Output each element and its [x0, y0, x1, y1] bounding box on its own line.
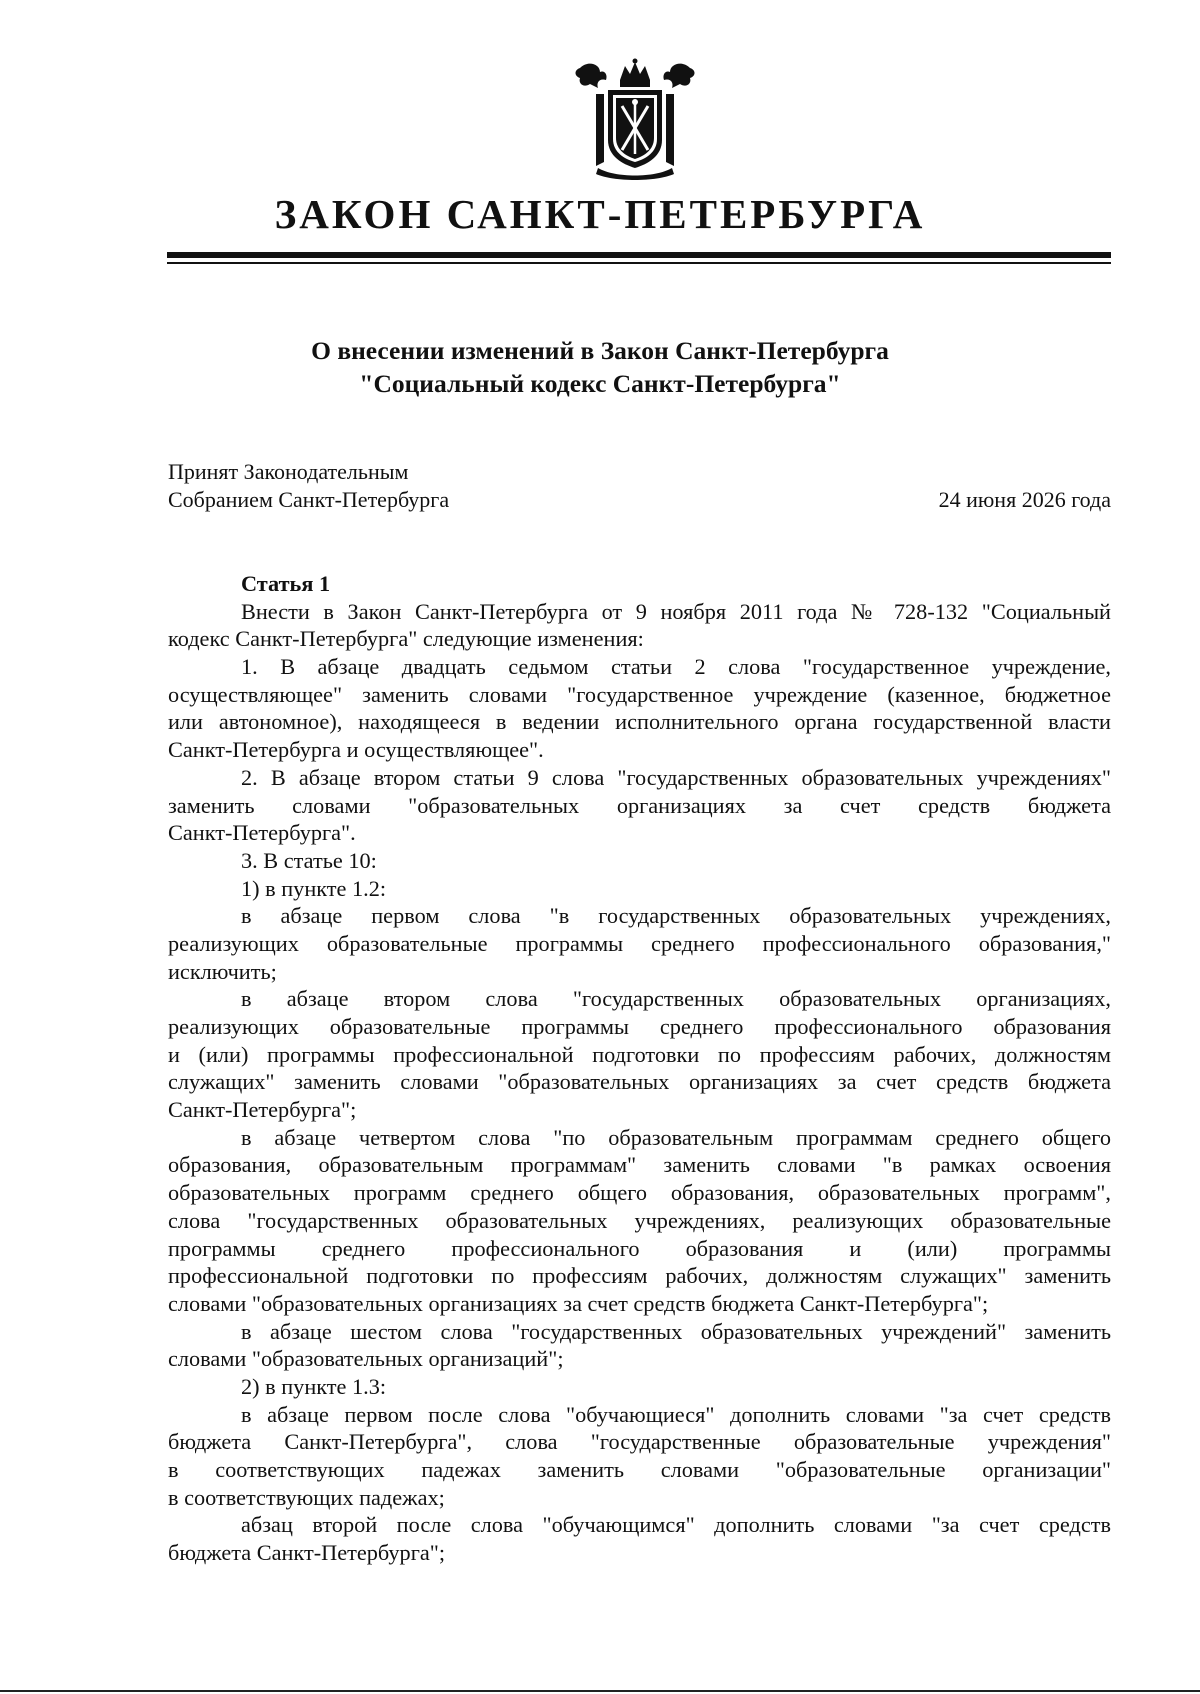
- text-line: образовательных программ среднего общего образования, образовательных программ",: [168, 1180, 1111, 1206]
- text-line: и (или) программы профессиональной подготовки по профессиям рабочих, должностям: [168, 1041, 1111, 1067]
- article-heading: Статья 1: [241, 571, 331, 596]
- text-line: бюджета Санкт-Петербурга";: [168, 1540, 446, 1566]
- text-line: 1. В абзаце двадцать седьмом статьи 2 слова "государственное учреждение,: [241, 654, 1111, 680]
- adoption-date: 24 июня 2026 года: [938, 487, 1111, 512]
- text-line: в абзаце первом слова "в государственных образовательных учреждениях,: [241, 903, 1111, 929]
- text-line: 1) в пункте 1.2:: [241, 875, 387, 901]
- law-title: ЗАКОН САНКТ-ПЕТЕРБУРГА: [274, 191, 926, 237]
- document-title: [0, 334, 1200, 400]
- adoption-line-2: Собранием Санкт-Петербурга: [168, 487, 450, 512]
- scan-bottom-edge: [0, 1690, 1200, 1692]
- text-line: программы среднего профессионального образования и (или) программы: [168, 1235, 1111, 1261]
- text-line: абзац второй после слова "обучающимся" дополнить словами "за счет средств: [241, 1512, 1111, 1538]
- text-line: 2. В абзаце втором статьи 9 слова "государственных образовательных учреждениях": [241, 764, 1111, 790]
- text-line: словами "образовательных организациях за счет средств бюджета Санкт-Петербурга";: [168, 1290, 989, 1316]
- text-line: в соответствующих падежах;: [168, 1484, 445, 1510]
- article-body: [168, 570, 1111, 1567]
- text-line: в абзаце шестом слова "государственных образовательных учреждений" заменить: [241, 1318, 1111, 1344]
- text-line: бюджета Санкт-Петербурга", слова "государственные образовательные учреждения": [168, 1429, 1111, 1455]
- header-rule-thick: [167, 252, 1111, 258]
- document-title-line-2: "Социальный кодекс Санкт-Петербурга": [359, 369, 841, 398]
- text-line: осуществляющее" заменить словами "государственное учреждение (казенное, бюджетное: [168, 681, 1111, 707]
- adoption-line-1: Принят Законодательным: [168, 459, 409, 484]
- document-title-line-1: О внесении изменений в Закон Санкт-Петербурга: [311, 336, 889, 365]
- text-line: 3. В статье 10:: [241, 847, 377, 873]
- text-line: реализующих образовательные программы среднего профессионального образования: [168, 1014, 1111, 1039]
- text-line: или автономное), находящееся в ведении исполнительного органа государственной власти: [168, 709, 1111, 735]
- coat-of-arms-emblem: [570, 58, 700, 183]
- text-line: образования, образовательным программам" заменить словами "в рамках освоения: [168, 1152, 1111, 1178]
- text-line: Санкт-Петербурга и осуществляющее".: [168, 737, 544, 763]
- text-line: в абзаце первом после слова "обучающиеся" дополнить словами "за счет средств: [241, 1401, 1111, 1427]
- text-line: 2) в пункте 1.3:: [241, 1373, 387, 1399]
- text-line: служащих" заменить словами "образовательных организациях за счет средств бюджета: [168, 1069, 1111, 1095]
- text-line: кодекс Санкт-Петербурга" следующие изменения:: [168, 626, 644, 652]
- text-line: Санкт-Петербурга";: [168, 1097, 357, 1123]
- header-rule-thin: [167, 262, 1111, 264]
- text-line: Санкт-Петербурга".: [168, 820, 356, 846]
- text-line: исключить;: [168, 958, 277, 984]
- text-line: реализующих образовательные программы среднего профессионального образования,": [168, 930, 1111, 956]
- text-line: профессиональной подготовки по профессиям рабочих, должностям служащих" заменить: [168, 1263, 1111, 1289]
- text-line: в абзаце втором слова "государственных образовательных организациях,: [241, 986, 1111, 1012]
- text-line: слова "государственных образовательных учреждениях, реализующих образовательные: [168, 1207, 1111, 1233]
- text-line: в абзаце четвертом слова "по образовательным программам среднего общего: [241, 1124, 1111, 1150]
- text-line: Внести в Закон Санкт-Петербурга от 9 ноября 2011 года № 728-132 "Социальный: [241, 598, 1111, 624]
- text-line: словами "образовательных организаций";: [168, 1346, 564, 1372]
- text-line: заменить словами "образовательных организациях за счет средств бюджета: [168, 792, 1111, 818]
- adoption-block: [168, 458, 449, 514]
- text-line: в соответствующих падежах заменить словами "образовательные организации": [168, 1457, 1111, 1482]
